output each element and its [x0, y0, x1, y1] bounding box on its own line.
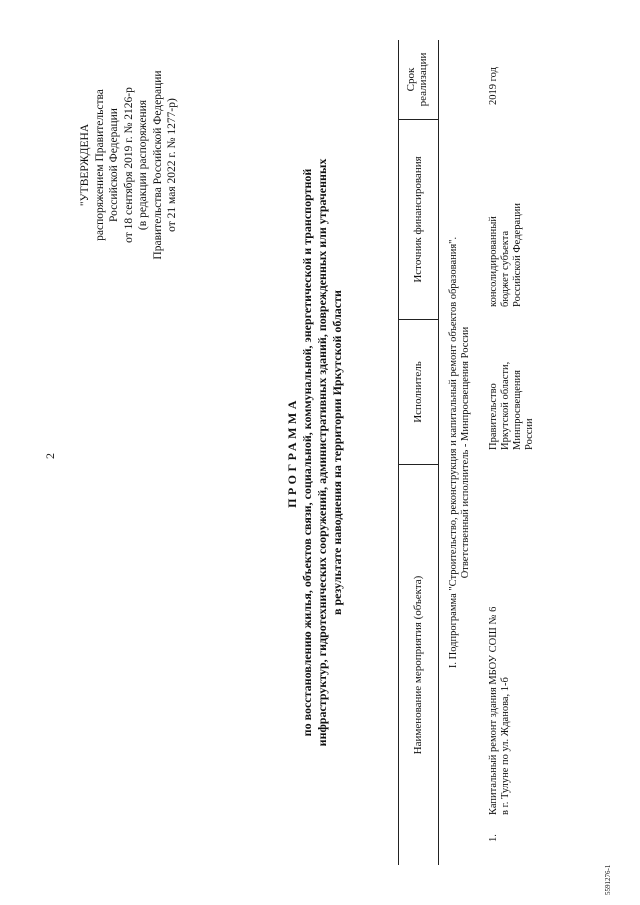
page-number: 2: [43, 453, 57, 459]
row-term: 2019 год: [488, 67, 499, 105]
subtitle-line: инфраструктур, гидротехнических сооружений, административных зданий, поврежденных или утраченных: [315, 158, 329, 747]
approval-line: от 18 сентября 2019 г. № 2126-р: [122, 87, 135, 243]
table-top-border: [398, 40, 399, 865]
approval-line: Правительства Российской Федерации: [151, 70, 164, 260]
header-executor: Исполнитель: [412, 361, 424, 423]
approval-line: от 21 мая 2022 г. № 1277-р): [166, 98, 178, 232]
subprogram-line: Ответственный исполнитель - Минпросвещения России: [460, 326, 471, 579]
approval-line: (в редакции распоряжения: [137, 99, 149, 231]
approval-line: "УТВЕРЖДЕНА: [79, 123, 91, 207]
approval-line: распоряжением Правительства: [93, 89, 106, 241]
header-funding: Источник финансирования: [412, 156, 424, 283]
header-term: Срок реализации: [405, 52, 429, 107]
approval-stamp: [78, 25, 180, 305]
approval-line: Российской Федерации: [108, 108, 120, 222]
subprogram-heading: [448, 40, 472, 865]
row-name: Капитальный ремонт здания МБОУ СОШ № 6 в г. Тулуне по ул. Жданова, 1-б: [488, 606, 511, 815]
program-subtitle: [300, 40, 345, 865]
subtitle-line: в результате наводнения на территории Иркутской области: [330, 290, 344, 615]
subtitle-line: по восстановлению жилья, объектов связи, социальной, коммунальной, энергетической и транспортной: [300, 168, 314, 737]
row-funding: консолидированный бюджет субъекта Российской Федерации: [488, 203, 523, 307]
row-executor: Правительство Иркутской области, Минпросвещения России: [488, 361, 535, 450]
table-header-bottom-border: [438, 40, 439, 865]
header-name: Наименование мероприятия (объекта): [412, 575, 424, 755]
subprogram-line: I. Подпрограмма "Строительство, реконструкция и капитальный ремонт объектов образования".: [448, 236, 459, 669]
program-title: ПРОГРАММА: [285, 397, 299, 508]
row-number: 1.: [488, 834, 499, 842]
document-code: 5591276-1: [604, 864, 612, 895]
